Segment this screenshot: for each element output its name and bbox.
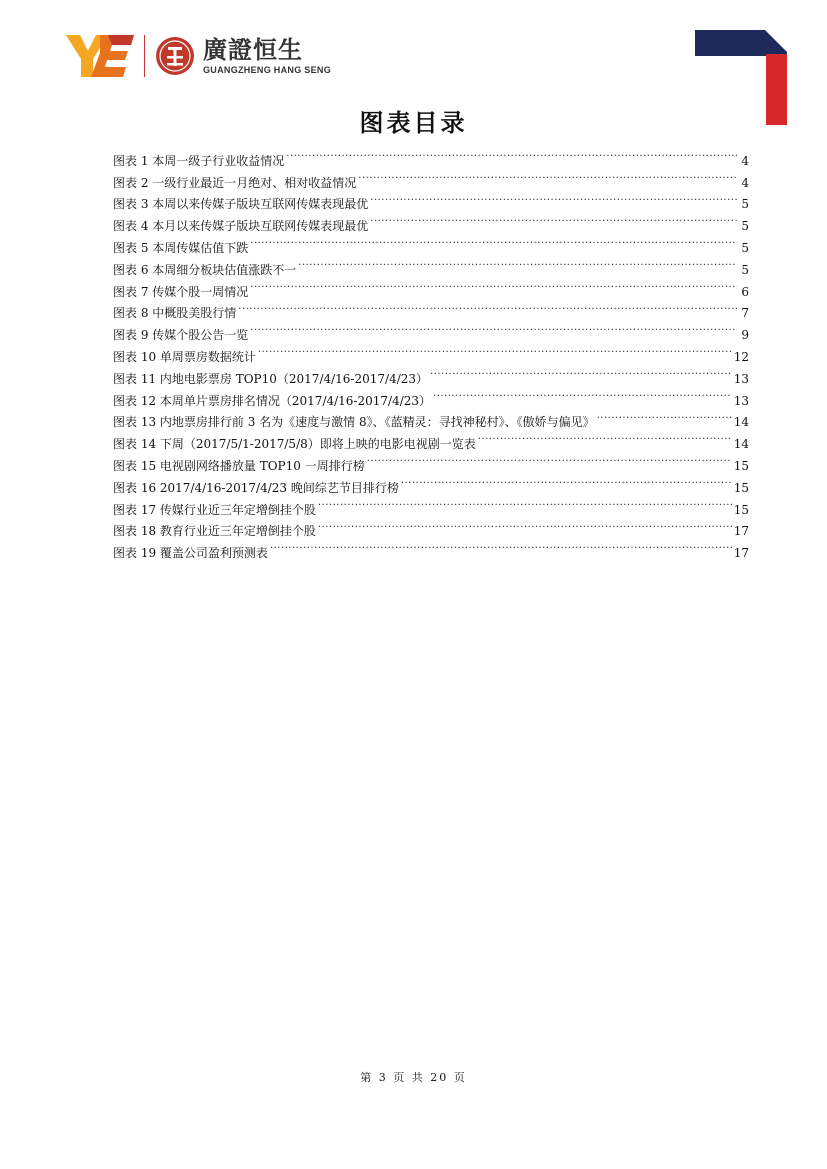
toc-entry-label[interactable]: 图表 16 2017/4/16-2017/4/23 晚间综艺节目排行榜 — [113, 480, 399, 495]
seal-icon — [155, 36, 195, 76]
toc-dot-leader — [318, 514, 732, 536]
toc-entry-page-number[interactable]: 5 — [741, 197, 749, 212]
page-title: 图表目录 — [359, 109, 468, 137]
toc-entry-page-number[interactable]: 13 — [733, 393, 749, 408]
toc-dot-leader — [370, 187, 737, 209]
toc-entry-page-number[interactable]: 9 — [741, 328, 749, 343]
toc-dot-leader — [258, 339, 732, 361]
ye-logo-icon — [64, 33, 136, 79]
toc-entry-label[interactable]: 图表 14 下周（2017/5/1-2017/5/8）即将上映的电影电视剧一览表 — [113, 437, 476, 452]
toc-entry-page-number[interactable]: 5 — [741, 219, 749, 234]
toc-dot-leader — [270, 535, 732, 557]
toc-dot-leader — [250, 274, 737, 296]
toc-entry[interactable] — [113, 143, 749, 168]
table-of-figures — [113, 143, 749, 561]
logo-divider — [144, 35, 145, 77]
toc-entry-label[interactable]: 图表 2 一级行业最近一月绝对、相对收益情况 — [113, 175, 357, 190]
toc-entry-page-number[interactable]: 14 — [733, 415, 749, 430]
page-footer: 第 3 页 共 20 页 — [360, 1071, 467, 1084]
company-logo — [64, 32, 331, 80]
toc-entry-label[interactable]: 图表 11 内地电影票房 TOP10（2017/4/16-2017/4/23） — [113, 371, 429, 386]
toc-entry-page-number[interactable]: 15 — [733, 502, 749, 517]
toc-entry-page-number[interactable]: 15 — [733, 480, 749, 495]
toc-entry-page-number[interactable]: 5 — [741, 240, 749, 255]
toc-entry-label[interactable]: 图表 4 本月以来传媒子版块互联网传媒表现最优 — [113, 219, 369, 234]
brand-name-en: GUANGZHENG HANG SENG — [203, 65, 332, 75]
toc-entry-label[interactable]: 图表 10 单周票房数据统计 — [113, 349, 256, 364]
toc-entry-label[interactable]: 图表 15 电视剧网络播放量 TOP10 一周排行榜 — [113, 458, 365, 473]
toc-entry-label[interactable]: 图表 12 本周单片票房排名情况（2017/4/16-2017/4/23） — [113, 393, 432, 408]
toc-dot-leader — [597, 405, 732, 427]
toc-entry-label[interactable]: 图表 8 中概股美股行情 — [113, 306, 237, 321]
toc-entry-label[interactable]: 图表 7 传媒个股一周情况 — [113, 284, 249, 299]
toc-entry-label[interactable]: 图表 19 覆盖公司盈利预测表 — [113, 546, 268, 561]
toc-entry-page-number[interactable]: 13 — [733, 371, 749, 386]
toc-entry-page-number[interactable]: 4 — [741, 175, 749, 190]
toc-entry-label[interactable]: 图表 6 本周细分板块估值涨跌不一 — [113, 262, 297, 277]
toc-entry-page-number[interactable]: 15 — [733, 458, 749, 473]
toc-dot-leader — [358, 165, 737, 187]
toc-dot-leader — [250, 317, 737, 339]
toc-dot-leader — [367, 448, 732, 470]
toc-entry-label[interactable]: 图表 5 本周传媒估值下跌 — [113, 240, 249, 255]
logo-text — [203, 37, 331, 75]
toc-entry-page-number[interactable]: 7 — [741, 306, 749, 321]
toc-dot-leader — [401, 470, 732, 492]
toc-entry-label[interactable]: 图表 13 内地票房排行前 3 名为《速度与激情 8》、《蓝精灵：寻找神秘村》、《傲娇与偏见》 — [113, 415, 595, 430]
toc-entry-label[interactable]: 图表 1 本周一级子行业收益情况 — [113, 153, 285, 168]
toc-entry-label[interactable]: 图表 18 教育行业近三年定增倒挂个股 — [113, 524, 316, 539]
toc-dot-leader — [478, 426, 732, 448]
toc-entry-page-number[interactable]: 6 — [741, 284, 749, 299]
toc-dot-leader — [370, 208, 737, 230]
toc-entry-page-number[interactable]: 17 — [733, 546, 749, 561]
toc-entry-page-number[interactable]: 5 — [741, 262, 749, 277]
toc-entry-page-number[interactable]: 17 — [733, 524, 749, 539]
toc-dot-leader — [298, 252, 737, 274]
toc-dot-leader — [238, 296, 737, 318]
toc-entry-page-number[interactable]: 12 — [733, 349, 749, 364]
toc-entry-page-number[interactable]: 4 — [741, 153, 749, 168]
toc-entry-page-number[interactable]: 14 — [733, 437, 749, 452]
toc-dot-leader — [430, 361, 732, 383]
toc-dot-leader — [250, 230, 737, 252]
toc-dot-leader — [433, 383, 732, 405]
toc-dot-leader — [286, 143, 737, 165]
toc-entry-label[interactable]: 图表 3 本周以来传媒子版块互联网传媒表现最优 — [113, 197, 369, 212]
toc-dot-leader — [318, 492, 732, 514]
brand-name-cn: 廣證恒生 — [203, 36, 303, 64]
toc-entry-label[interactable]: 图表 9 传媒个股公告一览 — [113, 328, 249, 343]
toc-entry-label[interactable]: 图表 17 传媒行业近三年定增倒挂个股 — [113, 502, 316, 517]
